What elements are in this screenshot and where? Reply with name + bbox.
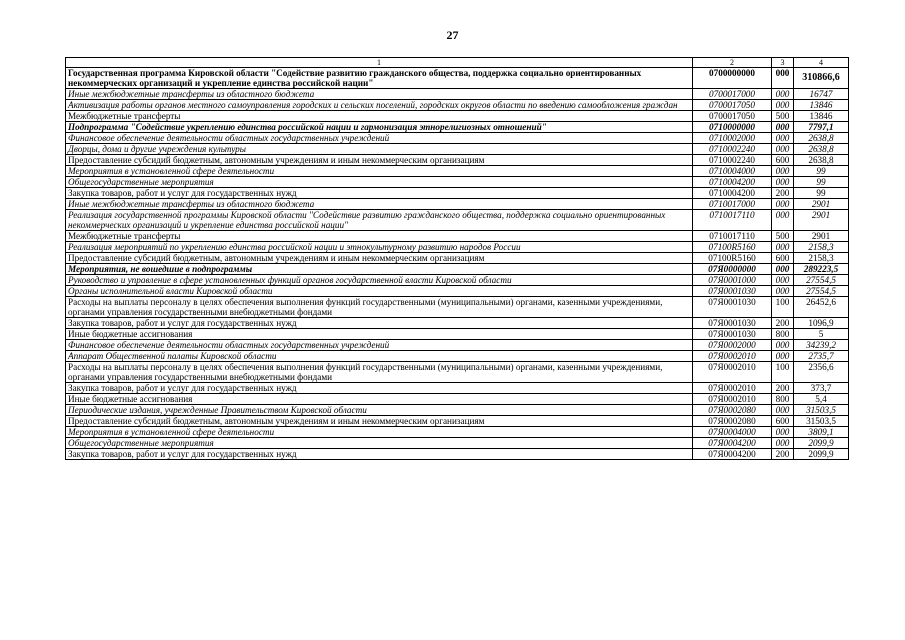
amount-cell: 34239,2 (794, 340, 849, 351)
expense-type-cell: 000 (772, 199, 794, 210)
expense-type-cell: 000 (772, 242, 794, 253)
expense-type-cell: 000 (772, 166, 794, 177)
expense-name-cell: Закупка товаров, работ и услуг для государственных нужд (66, 449, 693, 460)
table-row (66, 100, 849, 111)
table-row (66, 297, 849, 318)
amount-cell: 26452,6 (794, 297, 849, 318)
target-code-cell: 0700017050 (693, 100, 772, 111)
amount-cell: 99 (794, 188, 849, 199)
target-code-cell: 07Я0001030 (693, 286, 772, 297)
page-number: 27 (446, 28, 459, 42)
table-row (66, 144, 849, 155)
expense-name-cell: Предоставление субсидий бюджетным, автономным учреждениям и иным некоммерческим организациям (66, 155, 693, 166)
table-row (66, 318, 849, 329)
target-code-cell: 07Я0002000 (693, 340, 772, 351)
expense-name-cell: Органы исполнительной власти Кировской области (66, 286, 693, 297)
expense-type-cell: 000 (772, 68, 794, 89)
expense-type-cell: 600 (772, 155, 794, 166)
expense-type-cell: 000 (772, 427, 794, 438)
amount-cell: 2638,8 (794, 144, 849, 155)
target-code-cell: 07Я0002010 (693, 383, 772, 394)
expense-type-cell: 000 (772, 133, 794, 144)
amount-cell: 373,7 (794, 383, 849, 394)
target-code-cell: 07Я0001030 (693, 318, 772, 329)
amount-cell: 27554,5 (794, 286, 849, 297)
target-code-cell: 07Я0004200 (693, 449, 772, 460)
expense-name-cell: Закупка товаров, работ и услуг для государственных нужд (66, 188, 693, 199)
target-code-cell: 07100R5160 (693, 242, 772, 253)
amount-cell: 2735,7 (794, 351, 849, 362)
target-code-cell: 07Я0002080 (693, 405, 772, 416)
expense-type-cell: 000 (772, 405, 794, 416)
amount-cell: 99 (794, 177, 849, 188)
expense-name-cell: Межбюджетные трансферты (66, 231, 693, 242)
table-row (66, 362, 849, 383)
expense-type-cell: 000 (772, 177, 794, 188)
amount-cell: 2638,8 (794, 155, 849, 166)
expense-name-cell: Мероприятия в установленной сфере деятельности (66, 166, 693, 177)
target-code-cell: 07Я0002010 (693, 362, 772, 383)
table-row (66, 89, 849, 100)
table-row (66, 438, 849, 449)
target-code-cell: 07Я0002080 (693, 416, 772, 427)
expense-name-cell: Финансовое обеспечение деятельности областных государственных учреждений (66, 133, 693, 144)
target-code-cell: 0700017050 (693, 111, 772, 122)
expense-name-cell: Межбюджетные трансферты (66, 111, 693, 122)
target-code-cell: 07Я0002010 (693, 351, 772, 362)
table-row (66, 351, 849, 362)
expense-type-cell: 000 (772, 275, 794, 286)
table-row (66, 329, 849, 340)
expense-name-cell: Общегосударственные мероприятия (66, 177, 693, 188)
expense-name-cell: Мероприятия в установленной сфере деятельности (66, 427, 693, 438)
table-row (66, 68, 849, 89)
expense-type-cell: 100 (772, 297, 794, 318)
target-code-cell: 07Я0001000 (693, 275, 772, 286)
table-row (66, 253, 849, 264)
expense-name-cell: Аппарат Общественной палаты Кировской области (66, 351, 693, 362)
expense-name-cell: Расходы на выплаты персоналу в целях обеспечения выполнения функций государственными (муниципальными) органами, казенными учреждениями, органами управления государственными внебюджетными фондами (66, 297, 693, 318)
expense-name-cell: Подпрограмма "Содействие укреплению единства российской нации и гармонизация этнорелигиозных отношений" (66, 122, 693, 133)
amount-cell: 5,4 (794, 394, 849, 405)
expense-type-cell: 000 (772, 100, 794, 111)
table-row (66, 242, 849, 253)
expense-name-cell: Предоставление субсидий бюджетным, автономным учреждениям и иным некоммерческим организациям (66, 253, 693, 264)
amount-cell: 16747 (794, 89, 849, 100)
amount-cell: 2099,9 (794, 449, 849, 460)
amount-cell: 2638,8 (794, 133, 849, 144)
table-row (66, 383, 849, 394)
header-col-4: 4 (794, 58, 849, 68)
target-code-cell: 0710002240 (693, 155, 772, 166)
target-code-cell: 0710004200 (693, 188, 772, 199)
amount-cell: 289223,5 (794, 264, 849, 275)
table-row (66, 405, 849, 416)
table-row (66, 449, 849, 460)
target-code-cell: 0700017000 (693, 89, 772, 100)
expense-type-cell: 200 (772, 318, 794, 329)
table-row (66, 394, 849, 405)
expense-type-cell: 500 (772, 111, 794, 122)
expense-name-cell: Иные бюджетные ассигнования (66, 329, 693, 340)
table-row (66, 155, 849, 166)
amount-cell: 13846 (794, 100, 849, 111)
table-row (66, 133, 849, 144)
expense-type-cell: 800 (772, 394, 794, 405)
expense-type-cell: 200 (772, 449, 794, 460)
table-row (66, 199, 849, 210)
target-code-cell: 07Я0001030 (693, 329, 772, 340)
expense-type-cell: 000 (772, 89, 794, 100)
expense-name-cell: Иные межбюджетные трансферты из областного бюджета (66, 199, 693, 210)
target-code-cell: 0710017110 (693, 210, 772, 231)
amount-cell: 3809,1 (794, 427, 849, 438)
amount-cell: 13846 (794, 111, 849, 122)
table-row (66, 177, 849, 188)
expense-type-cell: 800 (772, 329, 794, 340)
expense-name-cell: Реализация мероприятий по укреплению единства российской нации и этнокультурному развитию народов России (66, 242, 693, 253)
header-col-2: 2 (693, 58, 772, 68)
amount-cell: 2158,3 (794, 253, 849, 264)
amount-cell: 31503,5 (794, 416, 849, 427)
amount-cell: 310866,6 (794, 68, 849, 89)
expense-type-cell: 000 (772, 286, 794, 297)
target-code-cell: 0710000000 (693, 122, 772, 133)
amount-cell: 1096,9 (794, 318, 849, 329)
target-code-cell: 0710017110 (693, 231, 772, 242)
header-col-3: 3 (772, 58, 794, 68)
expense-name-cell: Расходы на выплаты персоналу в целях обеспечения выполнения функций государственными (муниципальными) органами, казенными учреждениями, органами управления государственными внебюджетными фондами (66, 362, 693, 383)
table-row (66, 122, 849, 133)
amount-cell: 27554,5 (794, 275, 849, 286)
target-code-cell: 07Я0004000 (693, 427, 772, 438)
target-code-cell: 0710002240 (693, 144, 772, 155)
expense-name-cell: Финансовое обеспечение деятельности областных государственных учреждений (66, 340, 693, 351)
amount-cell: 2356,6 (794, 362, 849, 383)
expense-type-cell: 000 (772, 210, 794, 231)
amount-cell: 5 (794, 329, 849, 340)
target-code-cell: 0700000000 (693, 68, 772, 89)
expense-name-cell: Иные межбюджетные трансферты из областного бюджета (66, 89, 693, 100)
expense-type-cell: 000 (772, 340, 794, 351)
table-row (66, 111, 849, 122)
expense-name-cell: Реализация государственной программы Кировской области "Содействие развитию гражданского общества, поддержка социально ориентированных некоммерческих организаций и укрепление единства российской нации" (66, 210, 693, 231)
table-header-row (66, 58, 849, 68)
expense-type-cell: 000 (772, 351, 794, 362)
amount-cell: 7797,1 (794, 122, 849, 133)
table-body (66, 68, 849, 460)
expense-type-cell: 200 (772, 383, 794, 394)
target-code-cell: 0710004000 (693, 166, 772, 177)
target-code-cell: 0710017000 (693, 199, 772, 210)
target-code-cell: 07100R5160 (693, 253, 772, 264)
table-row (66, 188, 849, 199)
expense-type-cell: 100 (772, 362, 794, 383)
expense-name-cell: Закупка товаров, работ и услуг для государственных нужд (66, 383, 693, 394)
table-row (66, 416, 849, 427)
expense-name-cell: Периодические издания, учрежденные Правительством Кировской области (66, 405, 693, 416)
target-code-cell: 07Я0002010 (693, 394, 772, 405)
target-code-cell: 0710002000 (693, 133, 772, 144)
table-row (66, 286, 849, 297)
expense-name-cell: Общегосударственные мероприятия (66, 438, 693, 449)
expense-type-cell: 000 (772, 264, 794, 275)
expense-name-cell: Руководство и управление в сфере установленных функций органов государственной власти Кировской области (66, 275, 693, 286)
expense-type-cell: 000 (772, 144, 794, 155)
expense-name-cell: Дворцы, дома и другие учреждения культуры (66, 144, 693, 155)
target-code-cell: 07Я0004200 (693, 438, 772, 449)
expense-type-cell: 500 (772, 231, 794, 242)
table-row (66, 275, 849, 286)
amount-cell: 2901 (794, 210, 849, 231)
amount-cell: 2158,3 (794, 242, 849, 253)
table-row (66, 210, 849, 231)
target-code-cell: 07Я0001030 (693, 297, 772, 318)
expense-name-cell: Государственная программа Кировской области "Содействие развитию гражданского общества, поддержка социально ориентированных некоммерческих организаций и укрепление единства российской нации" (66, 68, 693, 89)
expense-name-cell: Мероприятия, не вошедшие в подпрограммы (66, 264, 693, 275)
expense-name-cell: Закупка товаров, работ и услуг для государственных нужд (66, 318, 693, 329)
budget-table (65, 57, 849, 460)
expense-type-cell: 000 (772, 122, 794, 133)
table-row (66, 264, 849, 275)
target-code-cell: 07Я0000000 (693, 264, 772, 275)
amount-cell: 2099,9 (794, 438, 849, 449)
target-code-cell: 0710004200 (693, 177, 772, 188)
expense-name-cell: Иные бюджетные ассигнования (66, 394, 693, 405)
expense-type-cell: 600 (772, 416, 794, 427)
amount-cell: 2901 (794, 199, 849, 210)
expense-name-cell: Предоставление субсидий бюджетным, автономным учреждениям и иным некоммерческим организациям (66, 416, 693, 427)
header-col-1: 1 (66, 58, 693, 68)
amount-cell: 99 (794, 166, 849, 177)
expense-type-cell: 000 (772, 438, 794, 449)
table-row (66, 231, 849, 242)
table-row (66, 340, 849, 351)
expense-type-cell: 600 (772, 253, 794, 264)
expense-type-cell: 200 (772, 188, 794, 199)
expense-name-cell: Активизация работы органов местного самоуправления городских и сельских поселений, городских округов области по введению самообложения граждан (66, 100, 693, 111)
table-row (66, 427, 849, 438)
amount-cell: 2901 (794, 231, 849, 242)
amount-cell: 31503,5 (794, 405, 849, 416)
table-row (66, 166, 849, 177)
